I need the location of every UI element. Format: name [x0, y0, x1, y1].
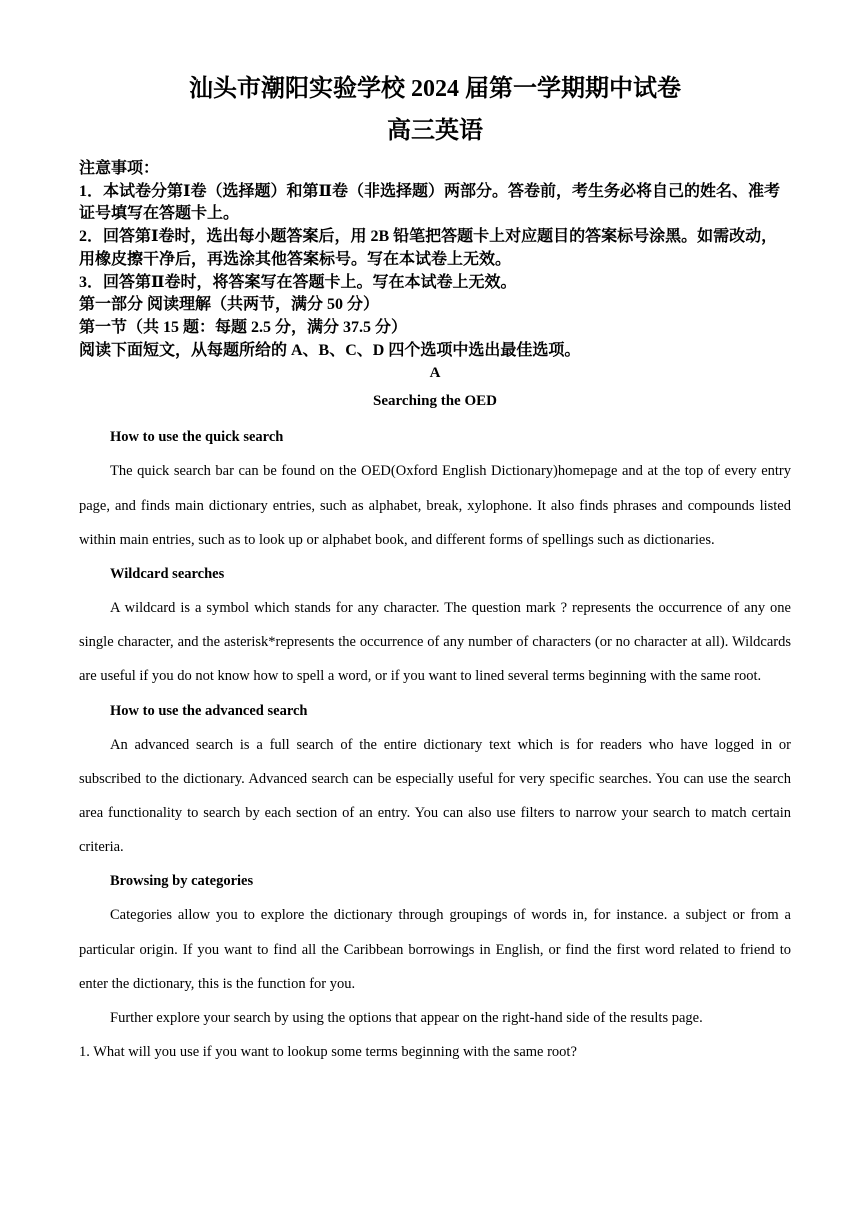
passage-section-heading: Wildcard searches: [110, 565, 225, 582]
passage-title: Searching the OED: [373, 393, 497, 410]
question-item: 1. What will you use if you want to lookup some terms beginning with the same root?: [79, 1044, 577, 1061]
passage-body: [79, 420, 791, 1035]
instruction-item-3: 3．回答第Ⅱ卷时，将答案写在答题卡上。写在本试卷上无效。: [79, 273, 517, 291]
instructions-heading: 注意事项：: [79, 160, 160, 177]
reading-directions: 阅读下面短文，从每题所给的 A、B、C、D 四个选项中选出最佳选项。: [79, 341, 581, 359]
passage-paragraph: Categories allow you to explore the dictionary through groupings of words in, for instance. a subject or from a particular origin. If you want to find all the Caribbean borrowings in English, or find the first word related to friend to enter the dictionary, this is the function for you.: [79, 907, 791, 992]
exam-subject: 高三英语: [387, 118, 483, 144]
instruction-item-1: 1．本试卷分第Ⅰ卷（选择题）和第Ⅱ卷（非选择题）两部分。答卷前，考生务必将自己的姓名、准考证号填写在答题卡上。: [79, 182, 780, 223]
passage-section-heading: How to use the advanced search: [110, 702, 308, 719]
passage-paragraph: The quick search bar can be found on the OED(Oxford English Dictionary)homepage and at the top of every entry page, and finds main dictionary entries, such as alphabet, break, xylophone. It also finds phrases and compounds listed within main entries, such as to look up or alphabet book, and different forms of spellings such as dictionaries.: [79, 463, 791, 548]
instruction-item-2: 2．回答第Ⅰ卷时，选出每小题答案后，用 2B 铅笔把答题卡上对应题目的答案标号涂黑。如需改动，用橡皮擦干净后，再选涂其他答案标号。写在本试卷上无效。: [79, 228, 778, 268]
part-heading: 第一部分 阅读理解（共两节，满分 50 分）: [79, 296, 380, 314]
passage-section-heading: Browsing by categories: [110, 873, 254, 890]
passage-section-heading: How to use the quick search: [110, 429, 284, 446]
passage-closing: Further explore your search by using the options that appear on the right-hand side of the results page.: [110, 1009, 703, 1026]
section-heading: 第一节（共 15 题：每题 2.5 分，满分 37.5 分）: [79, 318, 408, 336]
instructions-block: [79, 158, 791, 362]
exam-title: 汕头市潮阳实验学校 2024 届第一学期期中试卷: [189, 76, 681, 102]
passage-letter: A: [429, 365, 441, 382]
passage-paragraph: An advanced search is a full search of the entire dictionary text which is for readers who have logged in or subscribed to the dictionary. Advanced search can be especially useful for very specific searches. You can use the search area functionality to search by each section of an entry. You can also use filters to narrow your search to match certain criteria.: [79, 736, 791, 856]
exam-page: [79, 72, 791, 1069]
passage-paragraph: A wildcard is a symbol which stands for any character. The question mark ? represents the occurrence of any one single character, and the asterisk*represents the occurrence of any number of characters (or no character at all). Wildcards are useful if you do not know how to spell a word, or if you want to lined several terms beginning with the same root.: [79, 599, 791, 685]
